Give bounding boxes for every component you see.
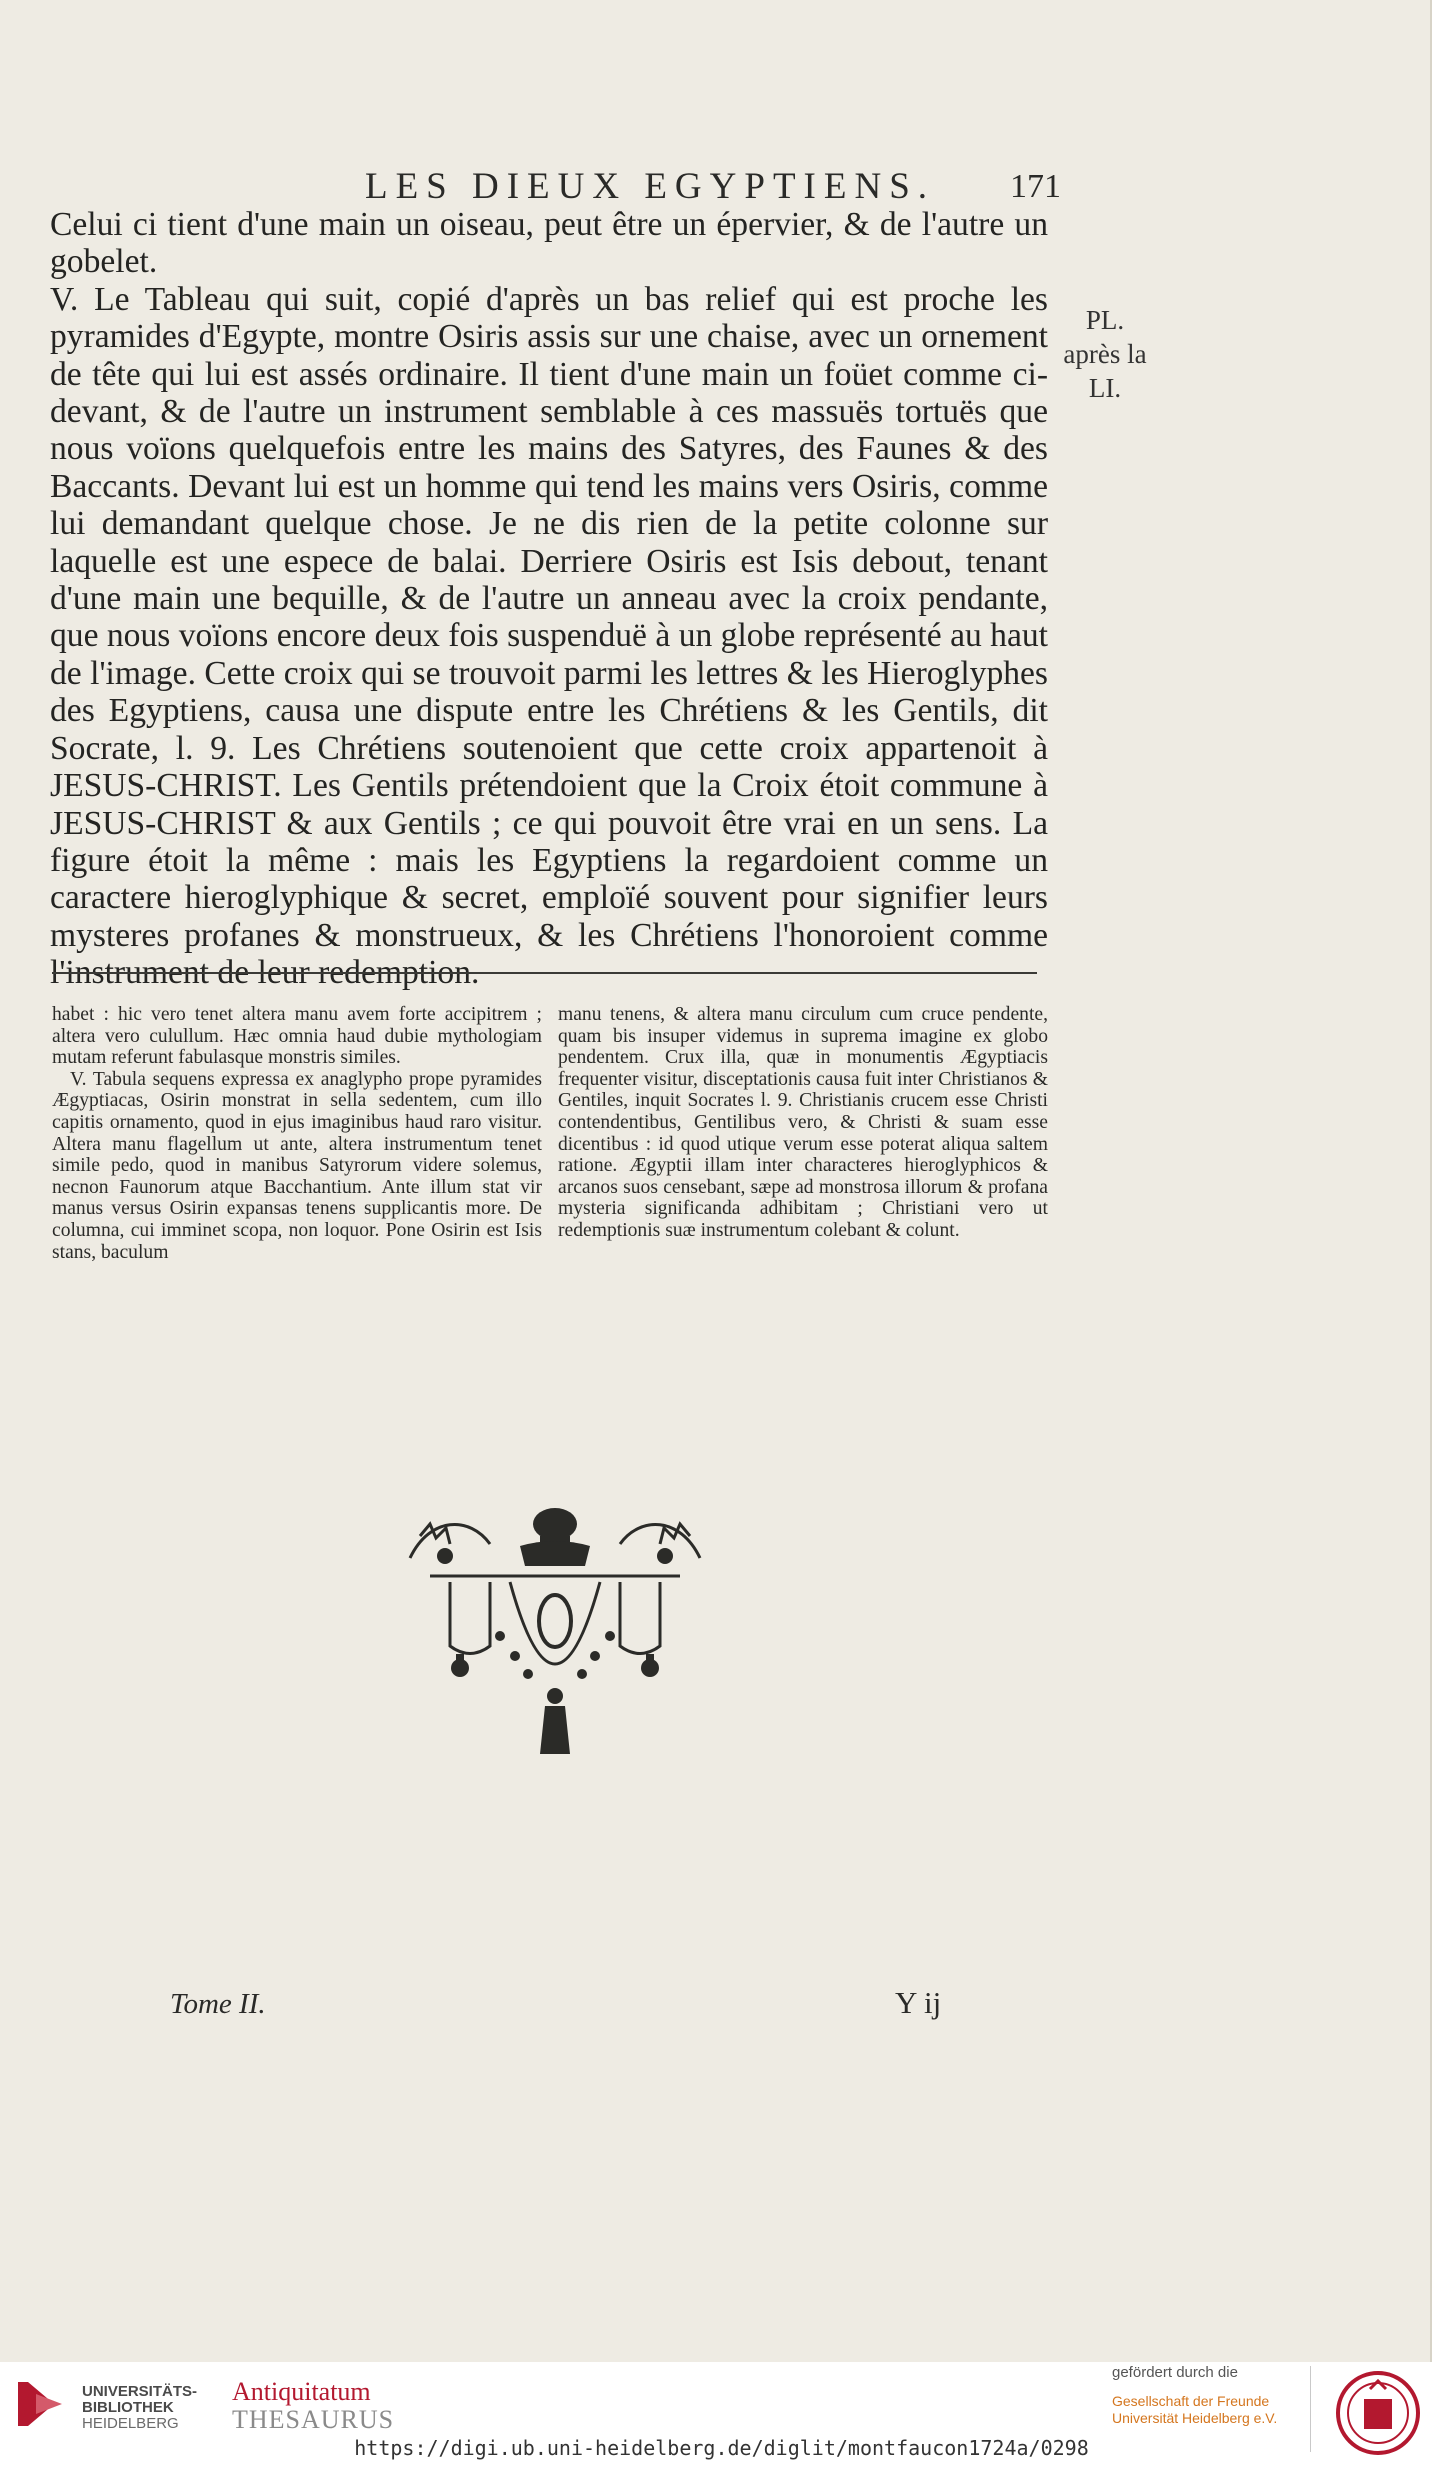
library-name-line: UNIVERSITÄTS- (82, 2383, 198, 2400)
latin-paragraph: manu tenens, & altera manu circulum cum cruce pendente, quam bis insuper videmus in suprema imagine ex globo pendentem. Crux illa, quæ in monumentis Ægyptiacis frequenter visitur, disceptationis causa fuit inter Christianos & Gentiles, inquit Socrates l. 9. Christianis crucem esse Christi contendentibus, Gentilibus vero, & Christi & suam esse dicentibus : id quod utique verum esse poterat aliqua saltem ratione. Ægyptii illam inter characteres hieroglyphicos & arcanos suos censebant, sæpe ad monstrosa illorum & profana mysteria significanda adhibitam ; Christiani vero ut redemptionis suæ instrumentum colebant & colunt. (558, 1004, 1048, 1241)
latin-paragraph: habet : hic vero tenet altera manu avem forte accipitrem ; altera vero culullum. Hæc omnia haud dubie mythologiam mutam referunt fabulasque monstris similes. (52, 1004, 542, 1069)
sponsor-name-line: Universität Heidelberg e.V. (1112, 2410, 1278, 2426)
library-name-line: BIBLIOTHEK (82, 2399, 174, 2416)
sponsor-credit[interactable] (1112, 2364, 1302, 2427)
project-name-line: Antiquitatum (232, 2377, 371, 2406)
french-paragraph: Celui ci tient d'une main un oiseau, peut être un épervier, & de l'autre un gobelet. (50, 206, 1048, 281)
sponsor-intro: gefördert durch die (1112, 2364, 1238, 2381)
antiquitatum-thesaurus-logo[interactable] (232, 2378, 394, 2434)
university-library-logo-icon[interactable] (14, 2376, 70, 2432)
french-text-block (50, 206, 1048, 992)
decorative-vignette (390, 1496, 720, 1768)
french-paragraph: V. Le Tableau qui suit, copié d'après un bas relief qui est proche les pyramides d'Egypte, montre Osiris assis sur une chaise, avec un ornement de tête qui lui est assés ordinaire. Il tient d'une main un foüet comme ci-devant, & de l'autre un instrument semblable à ces massuës tortuës que nous voïons quelquefois entre les mains des Satyres, des Faunes & des Baccants. Devant lui est un homme qui tend les mains vers Osiris, comme lui demandant quelque chose. Je ne dis rien de la petite colonne sur laquelle est une espece de balai. Derriere Osiris est Isis debout, tenant d'une main une bequille, & de l'autre un anneau avec la croix pendante, que nous voïons encore deux fois suspenduë à un globe représenté au haut de l'image. Cette croix qui se trouvoit parmi les lettres & les Hieroglyphes des Egyptiens, causa une dispute entre les Chrétiens & les Gentils, dit Socrate, l. 9. Les Chrétiens soutenoient que cette croix appartenoit à JESUS-CHRIST. Les Gentils prétendoient que la Croix étoit commune à JESUS-CHRIST & aux Gentils ; ce qui pouvoit être vrai en un sens. La figure étoit la même : mais les Egyptiens la regardoient comme un caractere hieroglyphique & secret, emploïé souvent pour signifier leurs mysteres profanes & monstrueux, & les Chrétiens l'honoroient comme l'instrument de leur redemption. (50, 280, 1048, 992)
section-rule (52, 972, 1037, 974)
volume-signature: Tome II. (170, 1988, 266, 2020)
plate-ref-line: après la (1063, 339, 1147, 369)
plate-ref-line: LI. (1088, 373, 1122, 403)
project-name-line: THESAURUS (232, 2405, 395, 2434)
gathering-signature: Y ij (895, 1985, 942, 2020)
latin-paragraph: V. Tabula sequens expressa ex anaglypho prope pyramides Ægyptiacas, Osirin monstrat in sella sedentem, cum illo capitis ornamento, quod in ejus imaginibus haud raro visitur. Altera manu flagellum ut ante, altera instrumentum tenet simile pedo, quod in manibus Satyrorum videre solemus, necnon Faunorum atque Bacchantium. Ante illum stat vir manus versus Osirin expansas tenens supplicantis more. De columna, cui imminet scopa, non loquor. Pone Osirin est Isis stans, baculum (52, 1068, 542, 1263)
sponsor-name-line: Gesellschaft der Freunde (1112, 2393, 1270, 2409)
page-number: 171 (1010, 168, 1061, 205)
university-library-name[interactable] (82, 2384, 197, 2432)
running-title: LES DIEUX EGYPTIENS. (364, 166, 936, 207)
latin-column-left (52, 1004, 542, 1263)
plate-reference-note (1055, 303, 1155, 405)
library-name-line: HEIDELBERG (82, 2415, 179, 2432)
latin-column-right (558, 1004, 1048, 1242)
plate-ref-line: PL. (1085, 305, 1125, 335)
page-url[interactable]: https://digi.ub.uni-heidelberg.de/diglit/montfaucon1724a/0298 (354, 2436, 1089, 2460)
